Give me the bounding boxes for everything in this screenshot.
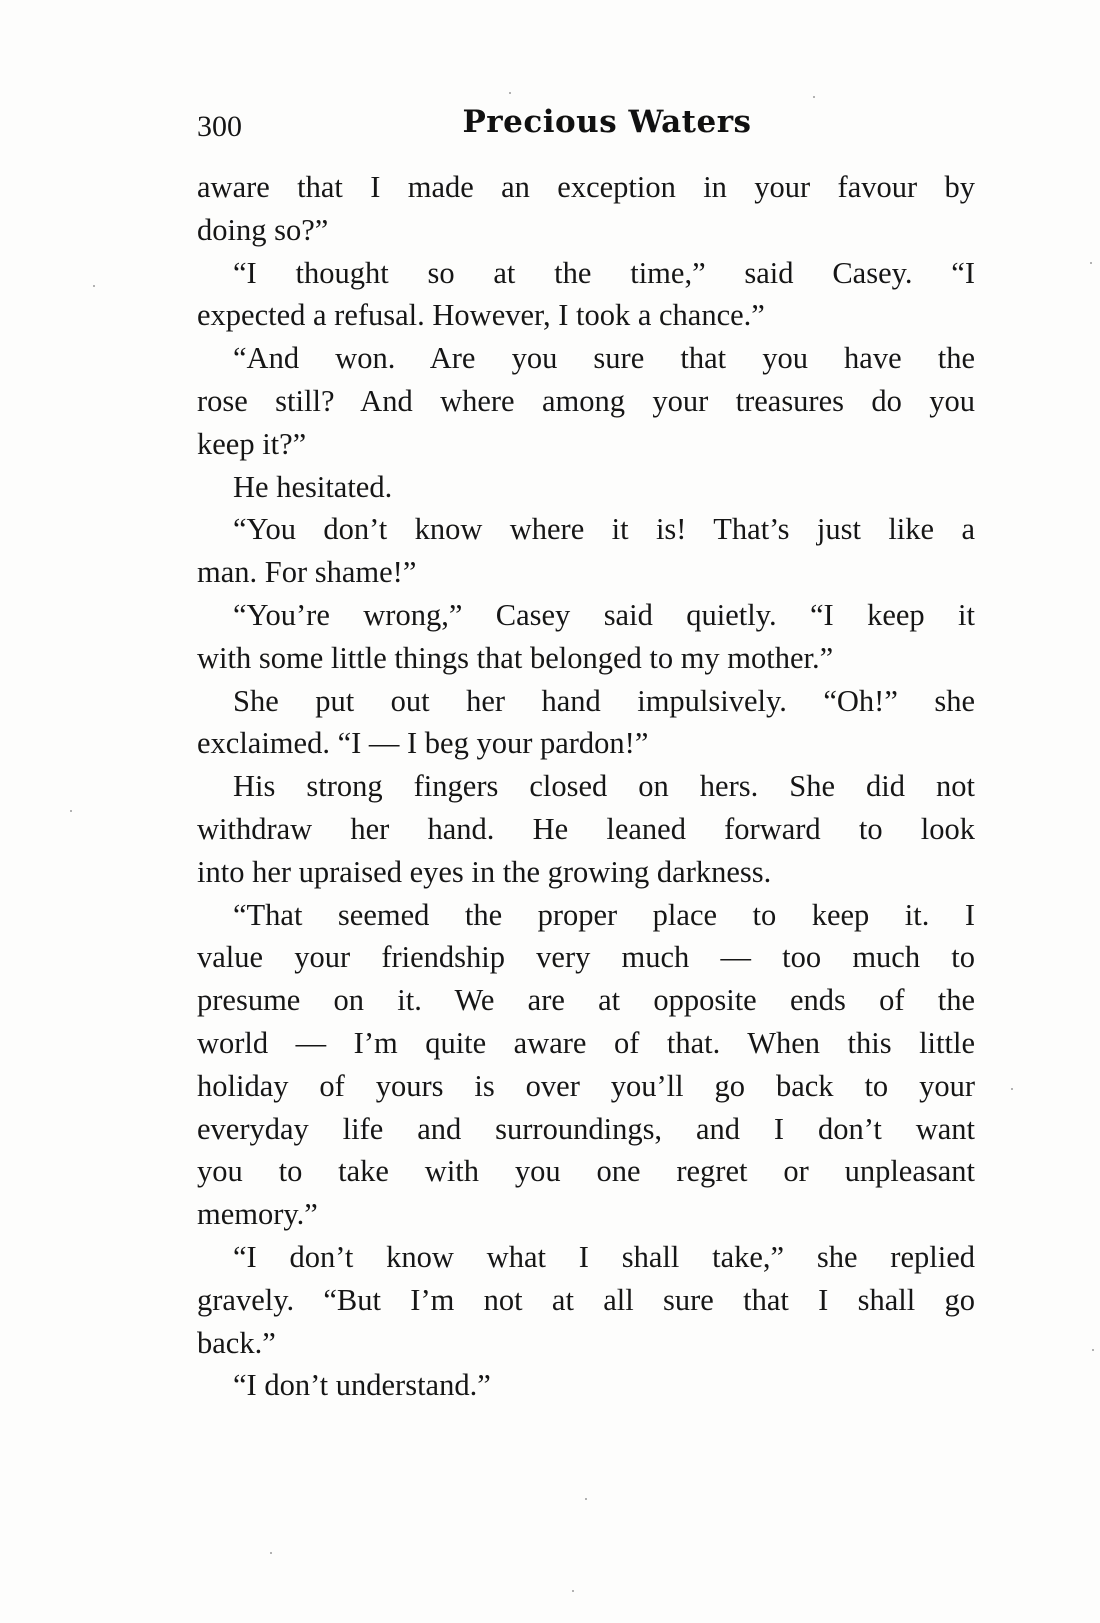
text-line: rose still? And where among your treasures do you	[197, 383, 975, 418]
text-line: She put out her hand impulsively. “Oh!” she	[233, 683, 975, 718]
text-line: exclaimed. “I — I beg your pardon!”	[197, 726, 649, 761]
text-line: “I don’t understand.”	[233, 1368, 491, 1403]
paragraph	[197, 337, 975, 465]
paragraph	[197, 765, 975, 893]
text-line: withdraw her hand. He leaned forward to look	[197, 811, 975, 846]
text-line: “You don’t know where it is! That’s just like a	[233, 512, 975, 547]
scan-speck	[1011, 1088, 1013, 1090]
scan-speck	[270, 1552, 272, 1554]
body-text	[197, 166, 975, 1407]
scan-speck	[509, 92, 511, 94]
page-number: 300	[197, 110, 242, 143]
paragraph	[197, 594, 975, 680]
text-line: “You’re wrong,” Casey said quietly. “I keep it	[233, 597, 975, 632]
text-line: “I thought so at the time,” said Casey. “I	[233, 255, 975, 290]
text-line: “I don’t know what I shall take,” she replied	[233, 1239, 975, 1274]
paragraph	[197, 680, 975, 766]
text-line: expected a refusal. However, I took a chance.”	[197, 298, 765, 333]
text-line: His strong fingers closed on hers. She did not	[233, 769, 975, 804]
scan-speck	[70, 810, 72, 812]
text-line: “And won. Are you sure that you have the	[233, 341, 975, 376]
text-line: gravely. “But I’m not at all sure that I shall go	[197, 1282, 975, 1317]
scan-speck	[93, 285, 95, 287]
paragraph	[197, 1364, 975, 1407]
text-line: aware that I made an exception in your favour by	[197, 170, 975, 204]
text-line: value your friendship very much — too much to	[197, 940, 975, 975]
scan-speck	[585, 1498, 587, 1500]
paragraph	[197, 1236, 975, 1364]
text-line: with some little things that belonged to my mother.”	[197, 640, 834, 675]
text-line: presume on it. We are at opposite ends of the	[197, 983, 975, 1018]
paragraph	[197, 466, 975, 509]
page-header	[197, 104, 977, 148]
text-line: memory.”	[197, 1197, 318, 1232]
paragraph	[197, 252, 975, 338]
paragraph	[197, 508, 975, 594]
paragraph	[197, 894, 975, 1236]
text-line: He hesitated.	[233, 469, 393, 504]
text-line: holiday of yours is over you’ll go back to your	[197, 1068, 975, 1103]
text-line: back.”	[197, 1325, 276, 1360]
scan-speck	[572, 1590, 574, 1592]
text-line: world — I’m quite aware of that. When this little	[197, 1025, 975, 1060]
text-line: into her upraised eyes in the growing darkness.	[197, 854, 772, 889]
text-line: keep it?”	[197, 426, 307, 461]
text-line: you to take with you one regret or unpleasant	[197, 1154, 975, 1189]
running-head: Precious Waters	[462, 104, 752, 140]
text-line: everyday life and surroundings, and I don’t want	[197, 1111, 975, 1146]
scan-speck	[1090, 262, 1092, 264]
text-line: “That seemed the proper place to keep it. I	[233, 897, 975, 932]
scan-speck	[1092, 1349, 1094, 1351]
paragraph	[197, 166, 975, 252]
text-line: man. For shame!”	[197, 555, 417, 590]
scan-speck	[813, 96, 815, 98]
text-line: doing so?”	[197, 212, 329, 247]
